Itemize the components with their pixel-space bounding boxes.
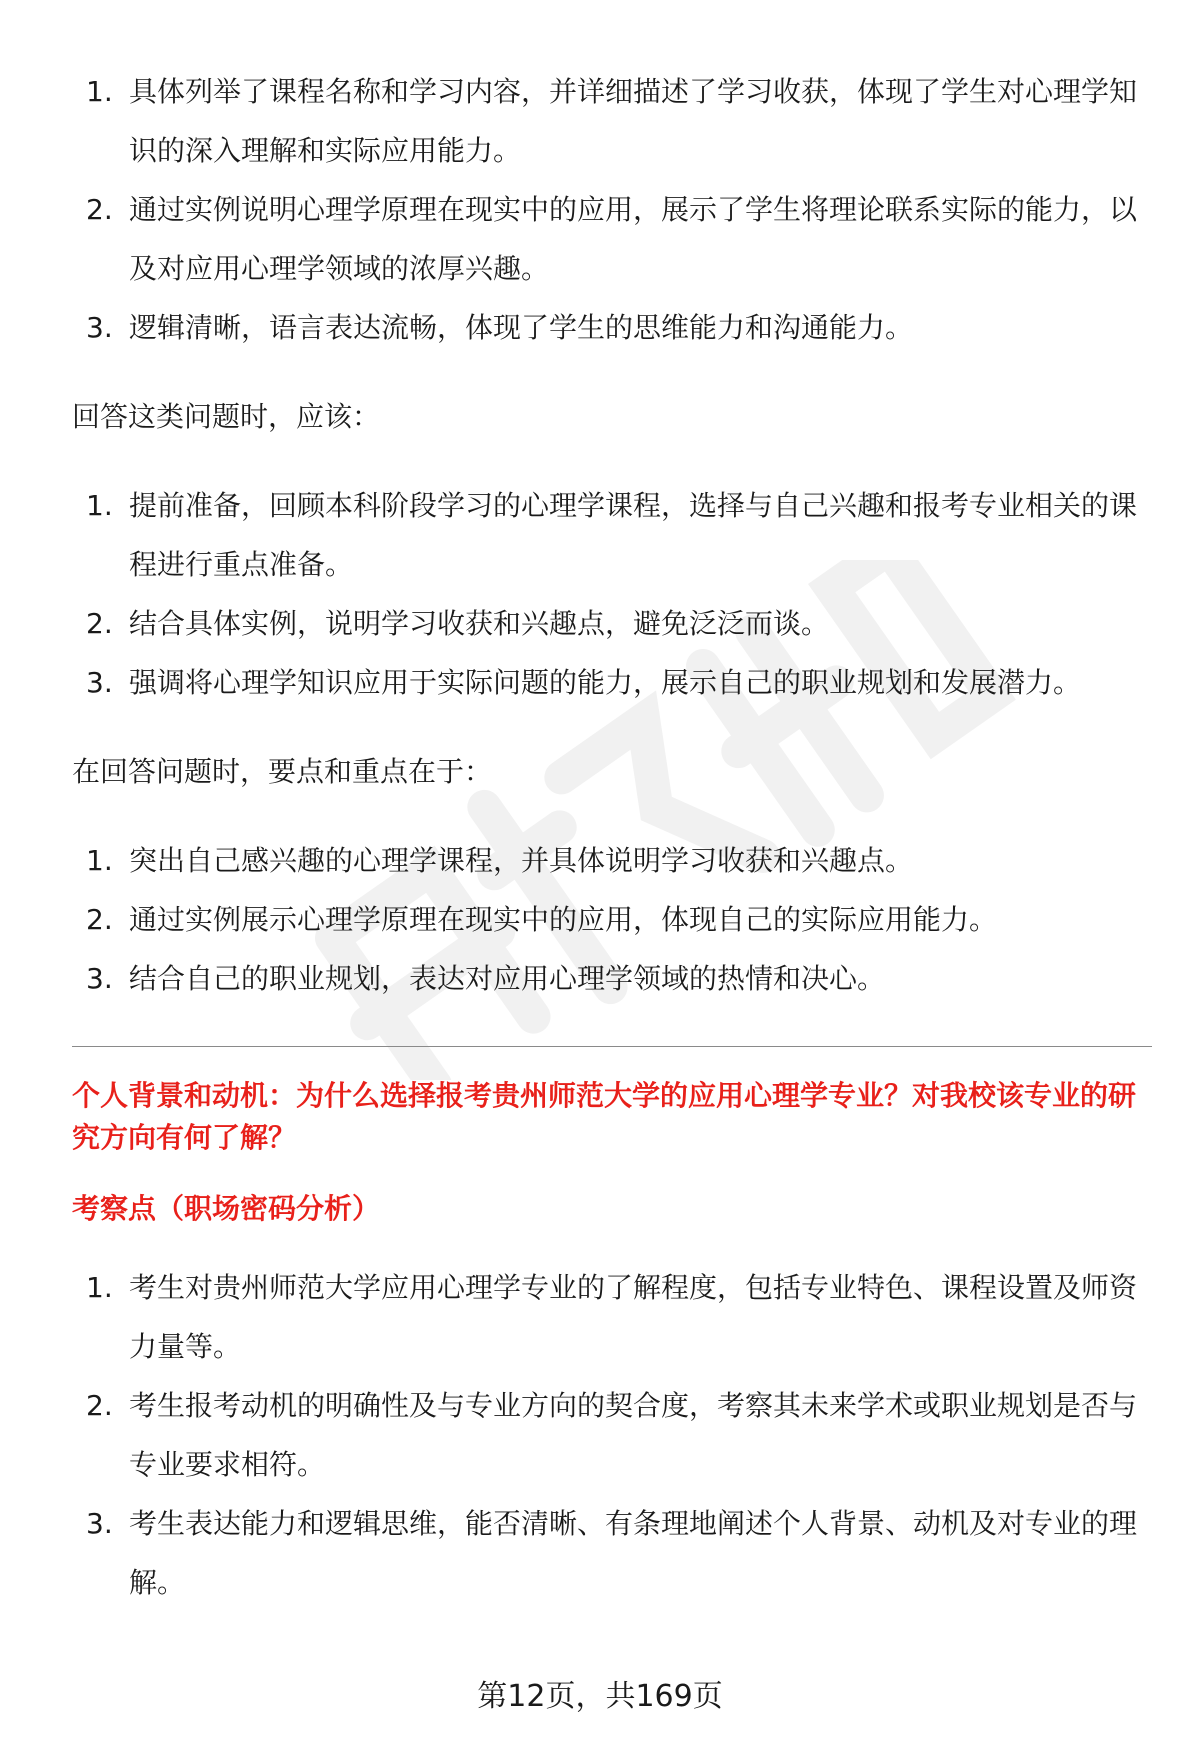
list-item xyxy=(72,890,1152,949)
document-page xyxy=(72,62,1152,1612)
list-number: 1. xyxy=(86,1271,113,1304)
list-text: 提前准备，回顾本科阶段学习的心理学课程，选择与自己兴趣和报考专业相关的课程进行重点准备。 xyxy=(129,489,1138,581)
list-item xyxy=(72,62,1152,180)
list-text: 突出自己感兴趣的心理学课程，并具体说明学习收获和兴趣点。 xyxy=(129,844,914,877)
list-number: 1. xyxy=(86,489,113,522)
list-number: 2. xyxy=(86,607,113,640)
section3-list xyxy=(72,831,1152,1008)
list-item xyxy=(72,594,1152,653)
analysis-subheading: 考察点（职场密码分析） xyxy=(72,1192,381,1225)
list-item xyxy=(72,1258,1152,1376)
page-number: 第12页，共169页 xyxy=(477,1679,723,1714)
list-number: 3. xyxy=(86,311,113,344)
list-item xyxy=(72,949,1152,1008)
list-text: 结合自己的职业规划，表达对应用心理学领域的热情和决心。 xyxy=(129,962,886,995)
list-item xyxy=(72,298,1152,357)
list-text: 逻辑清晰，语言表达流畅，体现了学生的思维能力和沟通能力。 xyxy=(129,311,914,344)
section3-intro: 在回答问题时，要点和重点在于： xyxy=(72,755,493,788)
list-number: 3. xyxy=(86,666,113,699)
section1-list xyxy=(72,62,1152,357)
list-number: 2. xyxy=(86,193,113,226)
list-text: 考生对贵州师范大学应用心理学专业的了解程度，包括专业特色、课程设置及师资力量等。 xyxy=(129,1271,1138,1363)
list-number: 3. xyxy=(86,1507,113,1540)
list-text: 具体列举了课程名称和学习内容，并详细描述了学习收获，体现了学生对心理学知识的深入理解和实际应用能力。 xyxy=(129,75,1138,167)
section2-intro: 回答这类问题时，应该： xyxy=(72,400,381,433)
list-number: 1. xyxy=(86,75,113,108)
list-item xyxy=(72,476,1152,594)
list-number: 2. xyxy=(86,1389,113,1422)
list-text: 考生表达能力和逻辑思维，能否清晰、有条理地阐述个人背景、动机及对专业的理解。 xyxy=(129,1507,1138,1599)
list-item xyxy=(72,653,1152,712)
list-text: 强调将心理学知识应用于实际问题的能力，展示自己的职业规划和发展潜力。 xyxy=(129,666,1082,699)
list-text: 通过实例展示心理学原理在现实中的应用，体现自己的实际应用能力。 xyxy=(129,903,998,936)
section2-list xyxy=(72,476,1152,712)
question-heading: 个人背景和动机：为什么选择报考贵州师范大学的应用心理学专业？对我校该专业的研究方向有何了解？ xyxy=(72,1079,1137,1154)
list-text: 通过实例说明心理学原理在现实中的应用，展示了学生将理论联系实际的能力，以及对应用心理学领域的浓厚兴趣。 xyxy=(129,193,1138,285)
list-number: 2. xyxy=(86,903,113,936)
list-number: 3. xyxy=(86,962,113,995)
list-item xyxy=(72,1376,1152,1494)
analysis-list xyxy=(72,1258,1152,1612)
list-text: 考生报考动机的明确性及与专业方向的契合度，考察其未来学术或职业规划是否与专业要求相符。 xyxy=(129,1389,1138,1481)
list-item xyxy=(72,180,1152,298)
list-text: 结合具体实例，说明学习收获和兴趣点，避免泛泛而谈。 xyxy=(129,607,830,640)
list-number: 1. xyxy=(86,844,113,877)
list-item xyxy=(72,831,1152,890)
list-item xyxy=(72,1494,1152,1612)
